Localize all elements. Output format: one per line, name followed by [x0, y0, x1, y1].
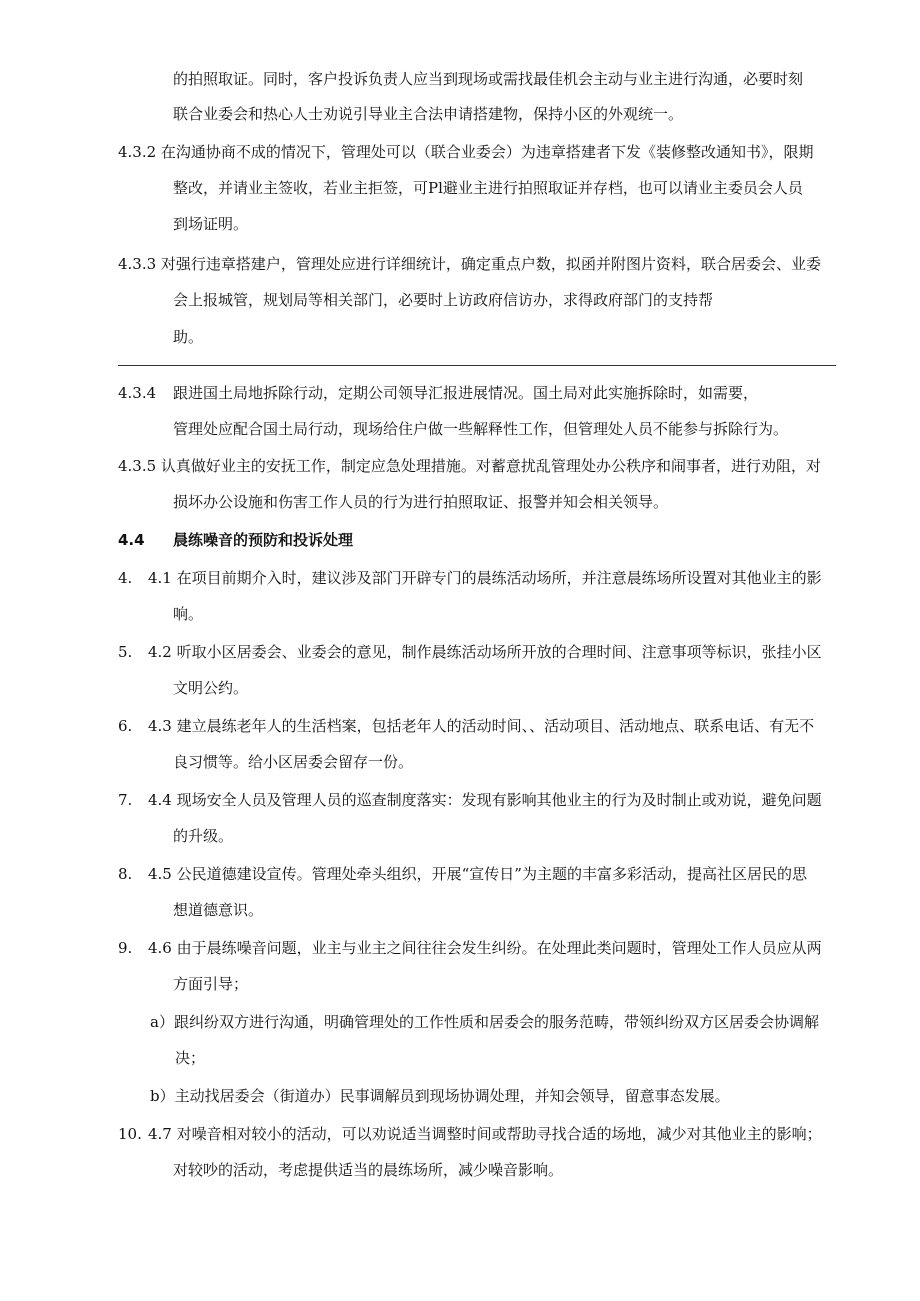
sub-item-line: b）主动找居委会（街道办）民事调解员到现场协调处理，并知会领导，留意事态发展。 — [150, 1087, 730, 1105]
text-line: 方面引导； — [173, 975, 249, 993]
text-line: 整改，并请业主签收，若业主拒签，可Pl避业主进行拍照取证并存档，也可以请业主委员会人员 — [173, 179, 803, 197]
text-line: 对较吵的活动，考虑提供适当的晨练场所，减少噪音影响。 — [173, 1161, 564, 1179]
section-number: 4.4 — [118, 531, 145, 549]
list-number: 9. — [118, 939, 133, 957]
text-line: 4.3 建立晨练老年人的生活档案，包括老年人的活动时间、、活动项目、活动地点、联系电话、有无不 — [148, 717, 815, 735]
text-line: 响。 — [173, 605, 204, 623]
section-number: 4.3.4 — [118, 384, 157, 402]
list-number: 8. — [118, 865, 133, 883]
list-number: 7. — [118, 791, 133, 809]
text-line: 4.6 由于晨练噪音问题，业主与业主之间往往会发生纠纷。在处理此类问题时，管理处工作人员应从两 — [148, 939, 822, 957]
text-line: 助。 — [173, 328, 204, 346]
text-line: 决； — [175, 1049, 206, 1067]
text-line: 想道德意识。 — [173, 901, 264, 919]
text-line: 的拍照取证。同时，客户投诉负责人应当到现场或需找最佳机会主动与业主进行沟通，必要时刻 — [173, 70, 804, 88]
horizontal-divider — [118, 365, 836, 366]
text-line: 4.5 公民道德建设宣传。管理处牵头组织，开展“宣传日”为主题的丰富多彩活动，提高社区居民的思 — [148, 865, 807, 883]
text-line: 联合业委会和热心人士劝说引导业主合法申请搭建物，保持小区的外观统一。 — [173, 105, 684, 123]
text-line: 4.3.5 认真做好业主的安抚工作，制定应急处理措施。对蓄意扰乱管理处办公秩序和闹事者，进行劝阻，对 — [118, 457, 821, 475]
sub-item-line: a）跟纠纷双方进行沟通，明确管理处的工作性质和居委会的服务范畴，带领纠纷双方区居委会协调解 — [150, 1013, 819, 1031]
text-line: 损坏办公设施和伤害工作人员的行为进行拍照取证、报警并知会相关领导。 — [173, 493, 669, 511]
list-number: 6. — [118, 717, 133, 735]
text-line: 4.2 听取小区居委会、业委会的意见，制作晨练活动场所开放的合理时间、注意事项等标识，张挂小区 — [148, 643, 822, 661]
text-line: 的升级。 — [173, 827, 234, 845]
section-heading: 晨练噪音的预防和投诉处理 — [173, 531, 354, 549]
text-line: 4.4 现场安全人员及管理人员的巡查制度落实：发现有影响其他业主的行为及时制止或劝说，避免问题 — [148, 791, 822, 809]
list-number: 10. — [118, 1125, 142, 1143]
text-line: 跟进国土局地拆除行动，定期公司领导汇报进展情况。国土局对此实施拆除时，如需要， — [173, 384, 759, 402]
list-number: 4. — [118, 569, 133, 587]
text-line: 4.3.2 在沟通协商不成的情况下，管理处可以（联合业委会）为违章搭建者下发《装修整改通知书》，限期 — [118, 143, 814, 161]
text-line: 4.1 在项目前期介入时，建议涉及部门开辟专门的晨练活动场所，并注意晨练场所设置对其他业主的影 — [148, 569, 822, 587]
text-line: 管理处应配合国土局行动，现场给住户做一些解释性工作，但管理处人员不能参与拆除行为。 — [173, 420, 789, 438]
text-line: 4.7 对噪音相对较小的活动，可以劝说适当调整时间或帮助寻找合适的场地，减少对其他业主的影响； — [148, 1125, 822, 1143]
list-number: 5. — [118, 643, 133, 661]
text-line: 会上报城管，规划局等相关部门，必要时上访政府信访办，求得政府部门的支持帮 — [173, 291, 714, 309]
text-line: 良习惯等。给小区居委会留存一份。 — [173, 753, 414, 771]
text-line: 到场证明。 — [173, 215, 249, 233]
text-line: 4.3.3 对强行违章搭建户，管理处应进行详细统计，确定重点户数，拟函并附图片资料，联合居委会、业委 — [118, 255, 821, 273]
text-line: 文明公约。 — [173, 679, 249, 697]
